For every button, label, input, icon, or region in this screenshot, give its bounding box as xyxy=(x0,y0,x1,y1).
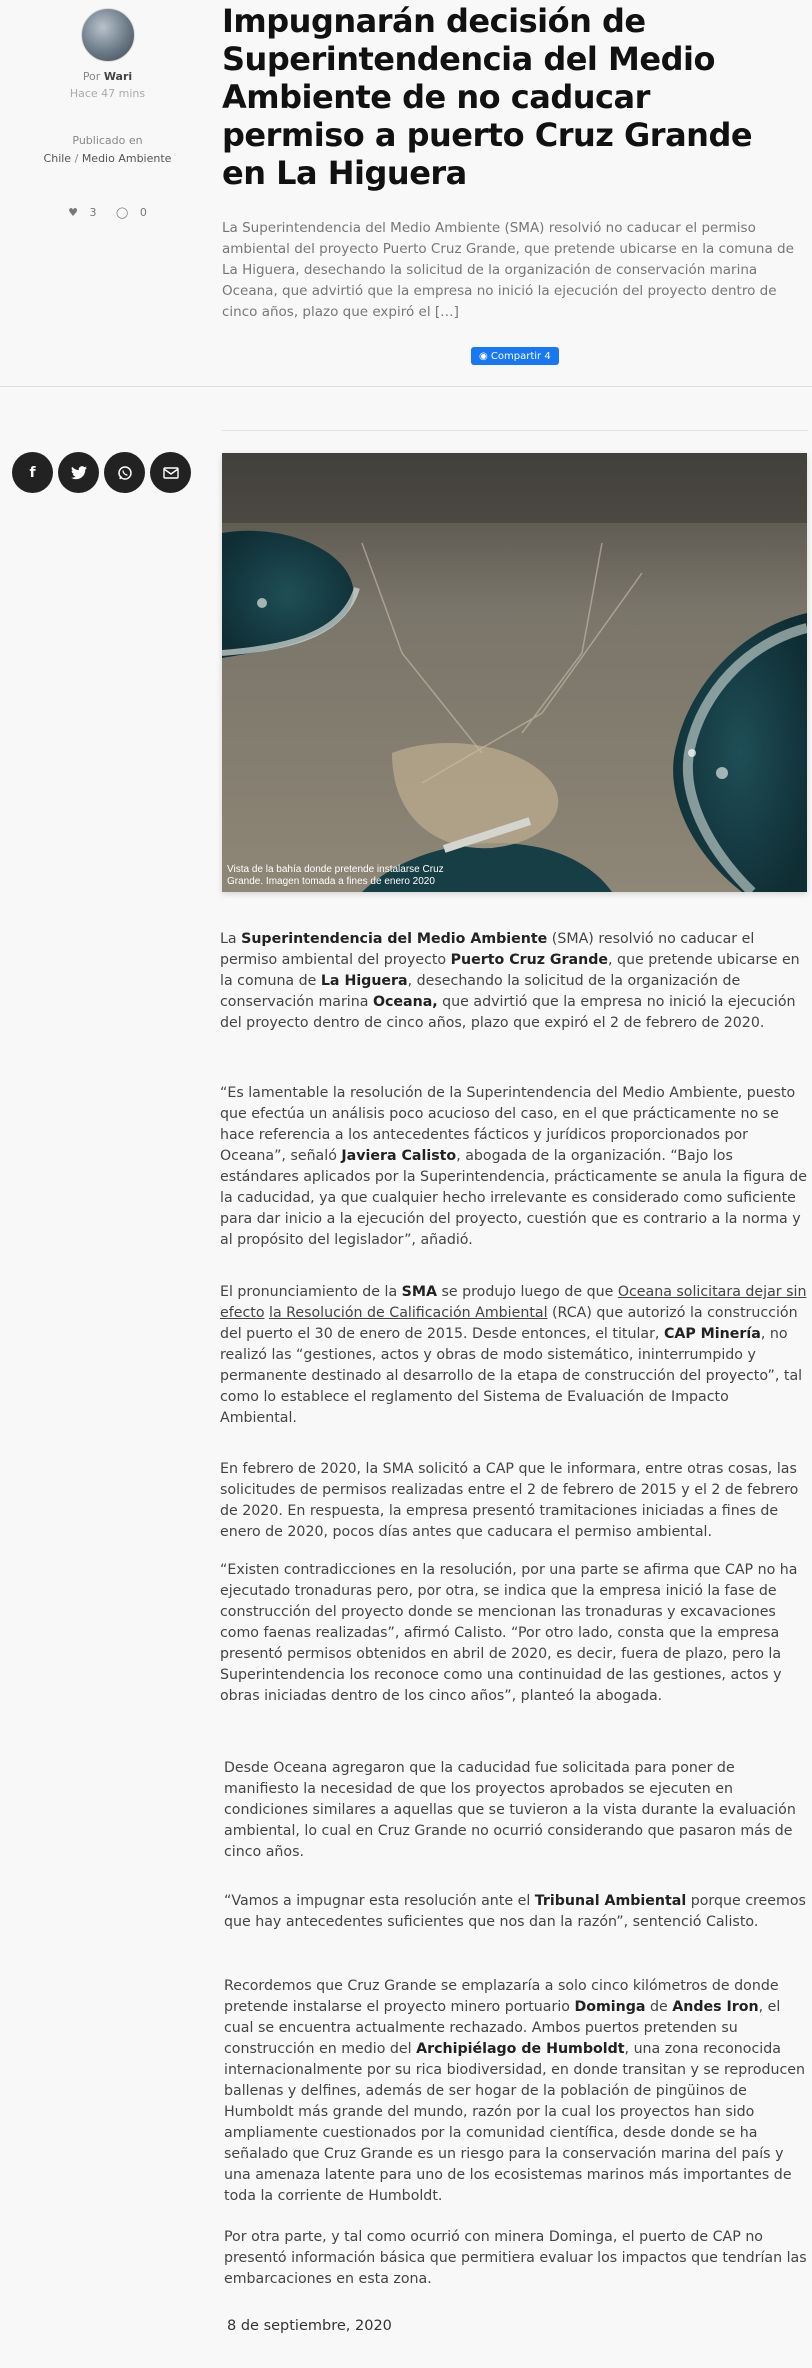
share-label: Compartir 4 xyxy=(490,350,551,362)
article-excerpt: La Superintendencia del Medio Ambiente (SMA) resolvió no caducar el permiso ambiental del proyecto Puerto Cruz Grande, que pretende ubicarse en la comuna de La Higuera, desechando la solicitud de la organización de conservación marina Oceana, que advirtió que la empresa no inició la ejecución del proyecto dentro de cinco años, plazo que expiró el […] xyxy=(222,220,794,320)
comment-icon: ◯ xyxy=(116,206,129,219)
category-separator: / xyxy=(74,152,79,165)
paragraph-7: “Vamos a impugnar esta resolución ante el Tribunal Ambiental porque creemos que hay antecedentes suficientes que nos dan la razón”, sentenció Calisto. xyxy=(224,1893,806,1930)
published-in xyxy=(0,132,215,168)
paragraph-3: El pronunciamiento de la SMA se produjo luego de que Oceana solicitara dejar sin efecto la Resolución de Calificación Ambiental (RCA) que autorizó la construcción del puerto el 30 de enero de 2015. Desde entonces, el titular, CAP Minería, no realizó las “gestiones, actos y obras de modo sistemático, ininterrumpido y permanente destinado al desarrollo de la etapa de construcción del proyecto”, tal como lo establece el reglamento del Sistema de Evaluación de Impacto Ambiental. xyxy=(220,1284,807,1426)
paragraph-1: La Superintendencia del Medio Ambiente (SMA) resolvió no caducar el permiso ambiental del proyecto Puerto Cruz Grande, que pretende ubicarse en la comuna de La Higuera, desechando la solicitud de la organización de conservación marina Oceana, que advirtió que la empresa no inició la ejecución del proyecto dentro de cinco años, plazo que expiró el 2 de febrero de 2020. xyxy=(220,931,800,1031)
paragraph-6: Desde Oceana agregaron que la caducidad fue solicitada para poner de manifiesto la necesidad de que los proyectos aprobados se ejecuten en condiciones similares a aquellas que se tuvieron a la vista durante la evaluación ambiental, lo cual en Cruz Grande no ocurrió considerando que pasaron más de cinco años. xyxy=(224,1760,796,1860)
author-prefix: Por xyxy=(82,70,101,83)
comments-counter[interactable] xyxy=(112,206,151,219)
aerial-bay-image xyxy=(222,453,807,892)
counters xyxy=(0,206,215,219)
twitter-share-icon[interactable] xyxy=(58,452,99,493)
published-label: Publicado en xyxy=(72,134,143,147)
page-title: Impugnarán decisión de Superintendencia del Medio Ambiente de no caducar permiso a puerto Cruz Grande en La Higuera xyxy=(222,2,753,192)
category-chile[interactable]: Chile xyxy=(43,152,72,165)
link-oceana-solicitud[interactable]: Oceana solicitara dejar sin efecto xyxy=(220,1284,807,1321)
paragraph-2: “Es lamentable la resolución de la Superintendencia del Medio Ambiente, puesto que efectúa un análisis poco acucioso del caso, en el que prácticamente no se hace referencia a los antecedentes fácticos y jurídicos proporcionados por Oceana”, señaló Javiera Calisto, abogada de la organización. “Bajo los estándares aplicados por la Superintendencia, prácticamente se anula la figura de la caducidad, ya que cualquier hecho irrelevante es considerado como suficiente para dar inicio a la ejecución del proyecto, cuestión que es contrario a la norma y al propósito del legislador”, añadió. xyxy=(220,1085,808,1248)
whatsapp-share-icon[interactable] xyxy=(104,452,145,493)
image-caption: Vista de la bahía donde pretende instalarse Cruz Grande. Imagen tomada a fines de enero 2020 xyxy=(227,864,444,887)
facebook-icon: ◉ xyxy=(479,350,488,362)
facebook-share-icon[interactable]: f xyxy=(12,452,53,493)
comments-count: 0 xyxy=(139,206,147,219)
paragraph-4: En febrero de 2020, la SMA solicitó a CAP que le informara, entre otras cosas, las solicitudes de permisos realizadas entre el 2 de febrero de 2015 y el 2 de febrero de 2020. En respuesta, la empresa presentó tramitaciones iniciadas a fines de enero de 2020, pocos días antes que caducara el permiso ambiental. xyxy=(220,1461,799,1540)
time-ago: Hace 47 mins xyxy=(69,87,146,100)
paragraph-5: “Existen contradicciones en la resolución, por una parte se afirma que CAP no ha ejecutado tronaduras pero, por otra, se indica que la empresa inició la fase de construcción del proyecto donde se mencionan las tronaduras y excavaciones como faenas realizadas”, afirmó Calisto. “Por otro lado, consta que la empresa presentó permisos obtenidos en abril de 2020, es decir, fuera de plazo, pero la Superintendencia los reconoce como una continuidad de las gestiones, actos y obras iniciadas dentro de los cinco años”, planteó la abogada. xyxy=(220,1562,798,1704)
facebook-share-button[interactable] xyxy=(471,347,559,365)
avatar[interactable] xyxy=(81,8,135,62)
author-name[interactable]: Wari xyxy=(103,70,133,83)
article-hero-image xyxy=(222,453,807,892)
divider xyxy=(0,386,812,387)
paragraph-9: Por otra parte, y tal como ocurrió con minera Dominga, el puerto de CAP no presentó información básica que permitiera evaluar los impactos que tendrían las embarcaciones en esta zona. xyxy=(224,2229,807,2287)
likes-count: 3 xyxy=(89,206,97,219)
author-line xyxy=(0,70,215,83)
email-share-icon[interactable] xyxy=(150,452,191,493)
category-medio-ambiente[interactable]: Medio Ambiente xyxy=(81,152,172,165)
divider xyxy=(222,430,808,431)
link-rca[interactable]: la Resolución de Calificación Ambiental xyxy=(269,1305,548,1321)
social-share-bar xyxy=(12,452,191,493)
publish-date: 8 de septiembre, 2020 xyxy=(227,2318,392,2334)
paragraph-8: Recordemos que Cruz Grande se emplazaría a solo cinco kilómetros de donde pretende instalarse el proyecto minero portuario Dominga de Andes Iron, el cual se encuentra actualmente rechazado. Ambos puertos pretenden su construcción en medio del Archipiélago de Humboldt, una zona reconocida internacionalmente por su rica biodiversidad, en donde transitan y se reproducen ballenas y delfines, además de ser hogar de la población de pingüinos de Humboldt más grande del mundo, razón por la cual los proyectos han sido ampliamente cuestionados por la comunidad científica, desde donde se ha señalado que Cruz Grande es un riesgo para la conservación marina del país y una amenaza latente para uno de los ecosistemas marinos más importantes de toda la corriente de Humboldt. xyxy=(224,1978,806,2204)
likes-counter[interactable] xyxy=(64,206,100,219)
author-panel xyxy=(0,0,215,219)
heart-icon: ♥ xyxy=(68,206,79,219)
